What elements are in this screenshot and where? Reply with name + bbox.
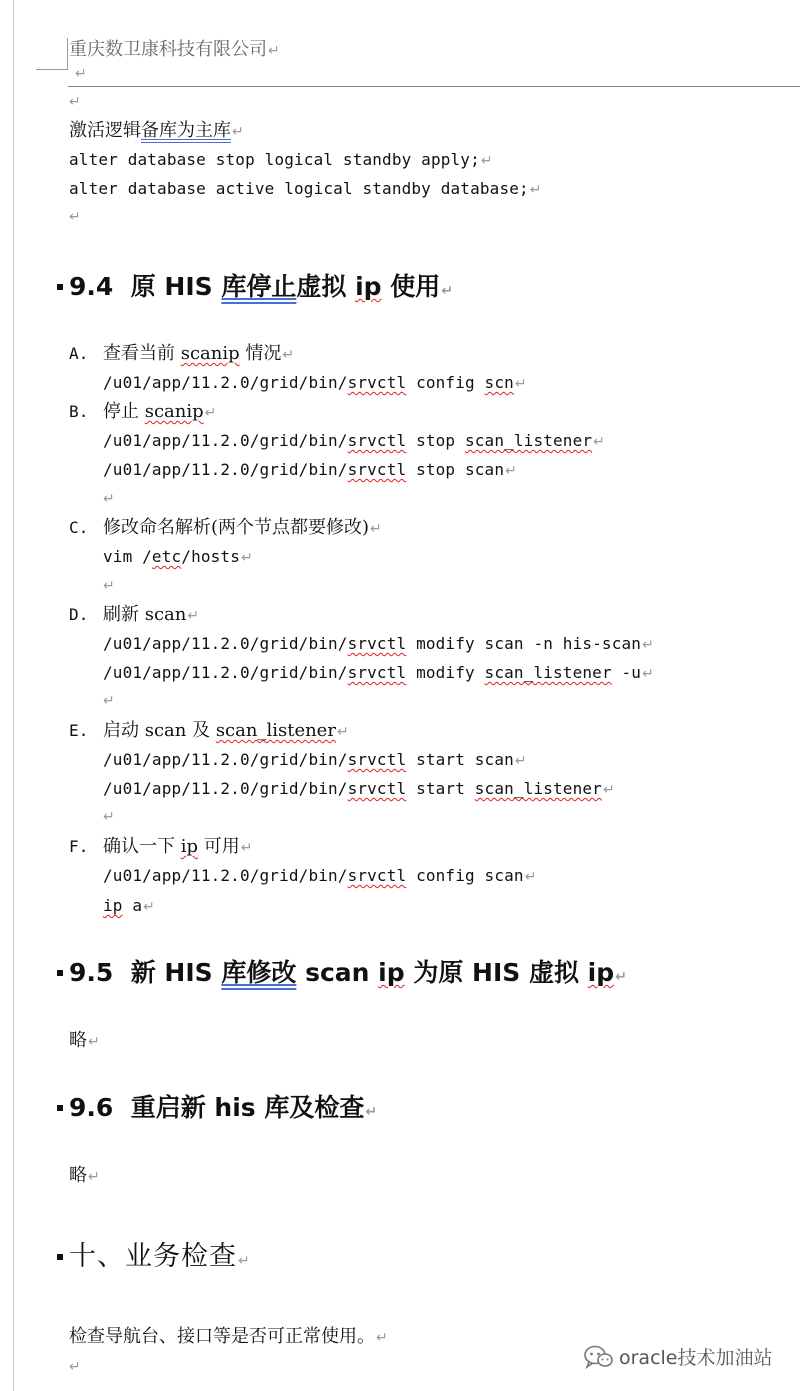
paragraph-mark: ↵ — [103, 809, 115, 825]
heading-bullet — [57, 1105, 63, 1111]
command-line: /u01/app/11.2.0/grid/bin/srvctl modify scan_listener -u↵ — [103, 663, 654, 682]
command-line: vim /etc/hosts↵ — [103, 547, 253, 566]
paragraph-mark: ↵ — [602, 782, 615, 798]
list-letter: C. — [69, 518, 89, 537]
paragraph-mark: ↵ — [204, 405, 217, 421]
paragraph-mark: ↵ — [615, 969, 627, 985]
section-body: 略↵ — [69, 1030, 100, 1051]
paragraph-mark: ↵ — [268, 43, 280, 59]
paragraph-mark: ↵ — [88, 1169, 100, 1185]
paragraph-mark: ↵ — [69, 94, 81, 110]
paragraph-mark: ↵ — [642, 637, 654, 653]
paragraph-mark: ↵ — [514, 376, 527, 392]
paragraph-mark: ↵ — [365, 1104, 378, 1120]
paragraph-mark: ↵ — [376, 1330, 388, 1346]
list-item-title: 停止 scanip↵ — [103, 401, 217, 422]
paragraph-mark: ↵ — [336, 724, 349, 740]
paragraph-mark: ↵ — [240, 550, 253, 566]
intro-command: alter database stop logical standby apply;↵ — [69, 150, 493, 169]
intro-title: 激活逻辑备库为主库↵ — [69, 120, 244, 141]
paragraph-mark: ↵ — [75, 66, 87, 82]
paragraph-mark: ↵ — [103, 491, 115, 507]
list-item-title: 查看当前 scanip 情况↵ — [103, 343, 295, 364]
paragraph-mark: ↵ — [103, 693, 115, 709]
paragraph-mark: ↵ — [282, 347, 295, 363]
paragraph-mark: ↵ — [642, 666, 654, 682]
list-letter: A. — [69, 344, 89, 363]
paragraph-mark: ↵ — [238, 1253, 251, 1269]
list-letter: B. — [69, 402, 89, 421]
list-letter: D. — [69, 605, 89, 624]
paragraph-mark: ↵ — [187, 608, 200, 624]
command-line: /u01/app/11.2.0/grid/bin/srvctl config scan↵ — [103, 866, 537, 885]
paragraph-mark: ↵ — [514, 753, 527, 769]
section-heading-10: 十、业务检查↵ — [69, 1241, 251, 1272]
section-heading-9-5: 9.5 新 HIS 库修改 scan ip 为原 HIS 虚拟 ip↵ — [69, 958, 627, 987]
paragraph-mark: ↵ — [505, 463, 517, 479]
command-line: ip a↵ — [103, 896, 156, 915]
watermark — [583, 1343, 773, 1370]
paragraph-mark: ↵ — [441, 283, 454, 299]
command-line: /u01/app/11.2.0/grid/bin/srvctl config scn↵ — [103, 373, 527, 392]
section-body: 检查导航台、接口等是否可正常使用。↵ — [69, 1326, 388, 1347]
paragraph-mark: ↵ — [88, 1034, 100, 1050]
command-line: /u01/app/11.2.0/grid/bin/srvctl stop scan↵ — [103, 460, 517, 479]
heading-bullet — [57, 1254, 63, 1260]
paragraph-mark: ↵ — [370, 521, 382, 537]
list-item-title: 确认一下 ip 可用↵ — [103, 836, 253, 857]
list-item-title: 刷新 scan↵ — [103, 604, 200, 625]
paragraph-mark: ↵ — [69, 1359, 81, 1375]
header-company: 重庆数卫康科技有限公司↵ — [69, 39, 280, 60]
paragraph-mark: ↵ — [240, 840, 253, 856]
list-letter: E. — [69, 721, 89, 740]
command-line: /u01/app/11.2.0/grid/bin/srvctl start scan↵ — [103, 750, 527, 769]
command-line: /u01/app/11.2.0/grid/bin/srvctl modify scan -n his-scan↵ — [103, 634, 654, 653]
paragraph-mark: ↵ — [524, 869, 537, 885]
section-heading-9-4: 9.4 原 HIS 库停止虚拟 ip 使用↵ — [69, 272, 454, 301]
margin-corner-mark — [67, 38, 68, 70]
page-left-border — [13, 0, 14, 1391]
wechat-icon — [583, 1344, 613, 1370]
section-heading-9-6: 9.6 重启新 his 库及检查↵ — [69, 1093, 378, 1122]
list-item-title: 启动 scan 及 scan_listener↵ — [103, 720, 349, 741]
command-line: /u01/app/11.2.0/grid/bin/srvctl start scan_listener↵ — [103, 779, 615, 798]
section-body: 略↵ — [69, 1165, 100, 1186]
watermark-text: oracle技术加油站 — [619, 1347, 773, 1369]
heading-bullet — [57, 284, 63, 290]
paragraph-mark: ↵ — [103, 578, 115, 594]
paragraph-mark: ↵ — [69, 209, 81, 225]
paragraph-mark: ↵ — [143, 899, 156, 915]
list-item-title: 修改命名解析(两个节点都要修改)↵ — [103, 517, 382, 538]
command-line: /u01/app/11.2.0/grid/bin/srvctl stop scan_listener↵ — [103, 431, 606, 450]
paragraph-mark: ↵ — [232, 124, 244, 140]
margin-corner-mark — [36, 69, 68, 70]
paragraph-mark: ↵ — [480, 153, 493, 169]
paragraph-mark: ↵ — [529, 182, 542, 198]
paragraph-mark: ↵ — [593, 434, 606, 450]
list-letter: F. — [69, 837, 89, 856]
intro-command: alter database active logical standby database;↵ — [69, 179, 542, 198]
header-rule — [68, 86, 800, 87]
heading-bullet — [57, 970, 63, 976]
